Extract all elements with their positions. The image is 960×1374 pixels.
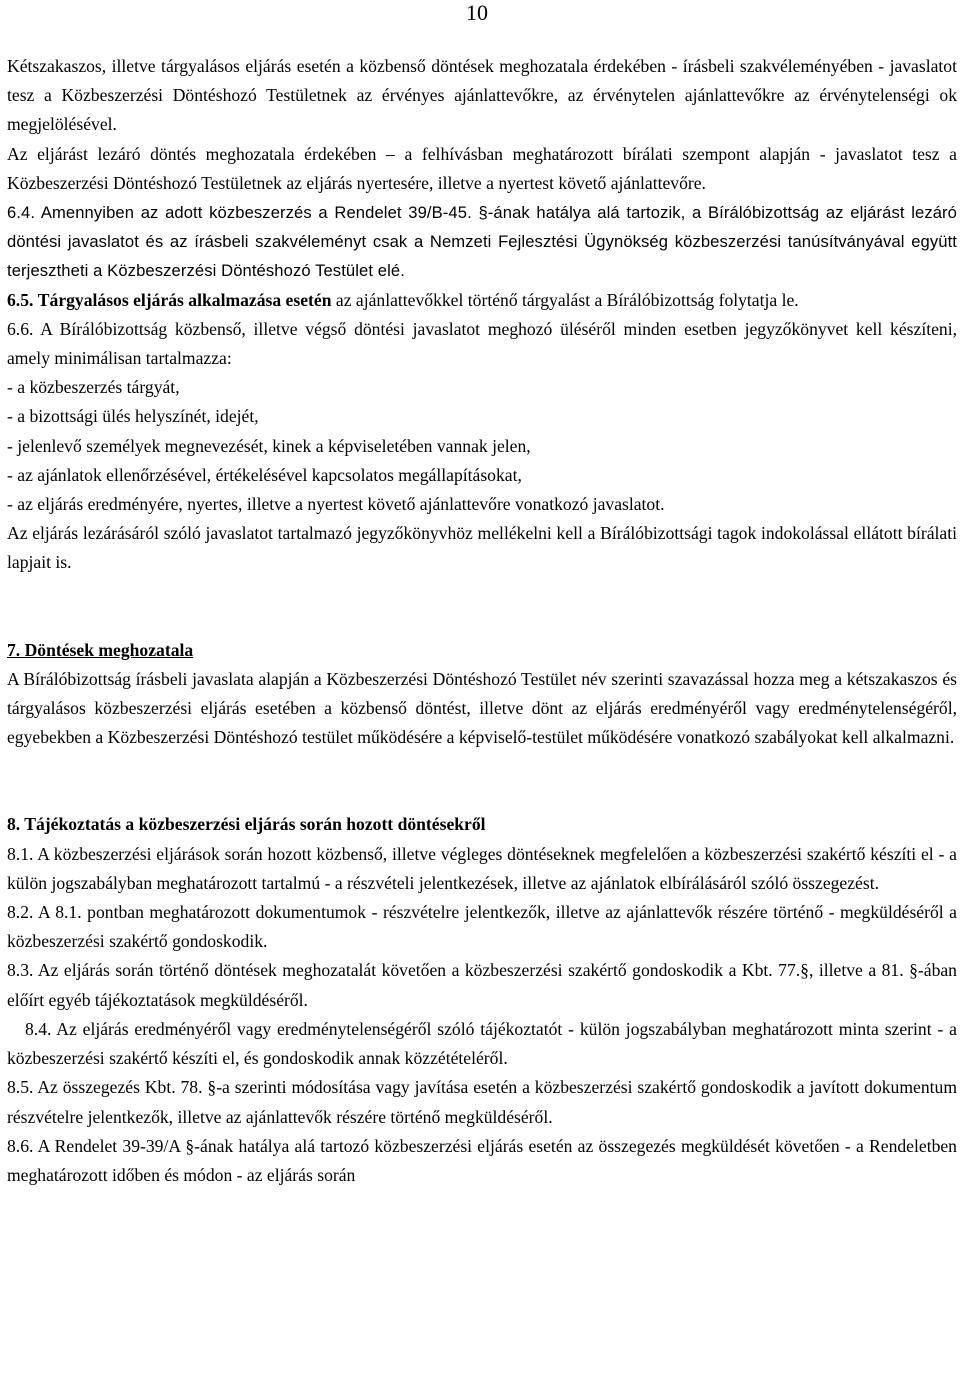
item-text: §-ának hatálya alá tartozik, a Bírálóbizottság az eljárást lezáró döntési javaslatot és az írásbeli szakvéleményt csak a Nemzeti Fejlesztési Ügynökség közbeszerzési tanúsítványával együtt terjesztheti a Közbeszerzési Döntéshozó Testület elé. — [7, 203, 958, 281]
list-item: - jelenlevő személyek megnevezését, kinek a képviseletében vannak jelen, — [7, 435, 531, 456]
item-text: Az eljárás eredményéről vagy eredménytelenségéről szóló tájékoztatót - külön jogszabályban meghatározott minta szerint - a közbeszerzési szakértő készíti el, és gondoskodik annak közzétételéről. — [7, 1018, 957, 1069]
item-number: 6.4. — [7, 203, 36, 223]
spacer — [7, 607, 957, 636]
item-8-3 — [7, 956, 957, 1014]
paragraph: Az eljárást lezáró döntés meghozatala érdekében – a felhívásban meghatározott bírálati szempont alapján - javaslatot tesz a Közbeszerzési Döntéshozó Testületnek az eljárás nyertesére, illetve a nyertest követő ajánlattevőre. — [7, 143, 957, 193]
item-number: 8.5. — [7, 1077, 34, 1098]
item-number: 8.2. — [7, 902, 34, 923]
item-6-6 — [7, 315, 957, 373]
spacer — [7, 752, 957, 781]
document-body — [7, 52, 957, 1190]
item-number: 6.6. — [7, 318, 34, 339]
list-item: - a bizottsági ülés helyszínét, idejét, — [7, 406, 259, 427]
item-number: 8.6. — [7, 1135, 34, 1156]
item-text: A közbeszerzési eljárások során hozott közbenső, illetve végleges döntéseknek megfelelően a közbeszerzési szakértő készíti el - a külön jogszabályban meghatározott tartalmú - a részvételi jelentkezések, illetve az ajánlatok elbírálásáról szóló összegezést. — [7, 843, 957, 893]
section-7-title: 7. Döntések meghozatala — [7, 639, 194, 660]
item-number: 8.3. — [7, 960, 34, 981]
paragraph: Kétszakaszos, illetve tárgyalásos eljárás esetén a közbenső döntések meghozatala érdekében - írásbeli szakvéleményében - javaslatot tesz a Közbeszerzési Döntéshozó Testületnek az érvényes ajánlattevőkre, az érvénytelen ajánlattevőkre az érvénytelenségi ok megjelölésével. — [7, 56, 957, 135]
item-8-5 — [7, 1073, 957, 1131]
item-text: Amennyiben az adott közbeszerzés a Rendelet 39/B-45. — [40, 203, 472, 223]
item-6-4 — [7, 198, 957, 286]
item-text: A 8.1. pontban meghatározott dokumentumok - részvételre jelentkezők, illetve az ajánlattevők részére történő - megküldéséről a közbeszerzési szakértő gondoskodik. — [7, 902, 957, 952]
list-item: - az eljárás eredményére, nyertes, illetve a nyertest követő ajánlattevőre vonatkozó javaslatot. — [7, 494, 665, 515]
spacer — [7, 781, 957, 810]
item-6-5 — [7, 286, 957, 315]
item-number: 8.1. — [7, 843, 34, 864]
item-number: 6.5. — [7, 289, 34, 310]
item-text: A Bírálóbizottság közbenső, illetve végső döntési javaslatot meghozó üléséről minden esetben jegyzőkönyvet kell készíteni, amely minimálisan tartalmazza: — [7, 318, 957, 369]
item-8-2 — [7, 898, 957, 956]
paragraph: A Bírálóbizottság írásbeli javaslata alapján a Közbeszerzési Döntéshozó Testület név szerinti szavazással hozza meg a kétszakaszos és tárgyalásos közbeszerzési eljárás esetében a közbenső döntést, illetve dönt az eljárás eredményéről vagy eredménytelenségéről, egyebekben a Közbeszerzési Döntéshozó testület működésére a képviselő-testület működésére vonatkozó szabályokat kell alkalmazni. — [7, 668, 957, 748]
item-number: 8.4. — [25, 1018, 52, 1039]
item-bold-text: Tárgyalásos eljárás alkalmazása esetén — [37, 289, 332, 310]
item-text: Az összegezés Kbt. 78. §-a szerinti módosítása vagy javítása esetén a közbeszerzési szakértő gondoskodik a javított dokumentum részvételre jelentkezők, illetve az ajánlattevők részére történő megküldéséről. — [7, 1077, 957, 1127]
item-8-4 — [7, 1015, 957, 1073]
item-8-6 — [7, 1132, 957, 1190]
page-number: 10 — [466, 0, 488, 25]
item-text: Az eljárás során történő döntések meghozatalát követően a közbeszerzési szakértő gondoskodik a Kbt. 77.§, illetve a 81. §-ában előírt egyéb tájékoztatások megküldéséről. — [7, 960, 957, 1010]
list-item: - a közbeszerzés tárgyát, — [7, 377, 180, 398]
item-text: az ajánlattevőkkel történő tárgyalást a Bírálóbizottság folytatja le. — [335, 289, 799, 310]
list-item: - az ajánlatok ellenőrzésével, értékelésével kapcsolatos megállapításokat, — [7, 464, 522, 485]
paragraph: Az eljárás lezárásáról szóló javaslatot tartalmazó jegyzőkönyvhöz mellékelni kell a Bírálóbizottsági tagok indokolással ellátott bírálati lapjait is. — [7, 523, 957, 573]
item-text: A Rendelet 39-39/A §-ának hatálya alá tartozó közbeszerzési eljárás esetén az összegezés megküldését követően - a Rendeletben meghatározott időben és módon - az eljárás során — [7, 1135, 957, 1185]
item-8-1 — [7, 840, 957, 898]
section-8-title: 8. Tájékoztatás a közbeszerzési eljárás során hozott döntésekről — [7, 814, 486, 835]
spacer — [7, 578, 957, 607]
